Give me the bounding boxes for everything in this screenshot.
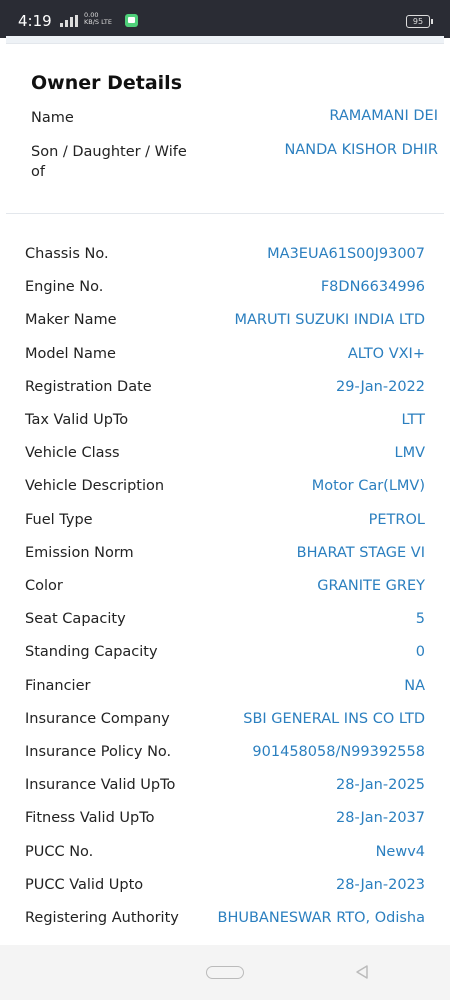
detail-value: 28-Jan-2025 xyxy=(336,777,425,794)
navigation-bar xyxy=(0,945,450,1000)
status-bar xyxy=(0,0,450,38)
detail-value: Newv4 xyxy=(375,843,425,860)
speed-unit: KB/S xyxy=(84,18,100,26)
detail-value: F8DN6634996 xyxy=(320,279,425,296)
detail-label: Seat Capacity xyxy=(25,611,126,628)
detail-row xyxy=(0,705,450,738)
home-button[interactable] xyxy=(206,966,244,979)
section-divider xyxy=(6,213,444,214)
detail-label: Financier xyxy=(25,677,91,694)
detail-label: Engine No. xyxy=(25,279,104,296)
network-type: LTE xyxy=(101,18,112,26)
detail-value: 5 xyxy=(415,611,425,628)
detail-row xyxy=(0,904,450,937)
detail-row xyxy=(0,273,450,306)
detail-label: Insurance Company xyxy=(25,710,170,727)
detail-value: ALTO VXI+ xyxy=(347,345,425,362)
detail-value: NA xyxy=(404,677,425,694)
detail-label: PUCC No. xyxy=(25,843,94,860)
detail-label: Standing Capacity xyxy=(25,644,158,661)
detail-value: 0 xyxy=(415,644,425,661)
detail-label: Emission Norm xyxy=(25,544,134,561)
detail-row xyxy=(0,738,450,771)
detail-row xyxy=(0,871,450,904)
detail-row xyxy=(0,240,450,273)
owner-details-title: Owner Details xyxy=(31,72,182,94)
signal-icon xyxy=(60,15,80,27)
detail-row xyxy=(0,506,450,539)
speed-value: 0.00 xyxy=(84,11,99,19)
relation-label: Son / Daughter / Wife of xyxy=(31,144,187,180)
detail-row xyxy=(0,804,450,837)
detail-label: Fuel Type xyxy=(25,511,93,528)
detail-row xyxy=(0,539,450,572)
detail-value: BHARAT STAGE VI xyxy=(296,544,425,561)
detail-value: MA3EUA61S00J93007 xyxy=(267,246,425,262)
detail-row xyxy=(0,306,450,339)
detail-value: PETROL xyxy=(368,511,425,528)
detail-row xyxy=(0,638,450,671)
detail-row xyxy=(0,572,450,605)
detail-value: LMV xyxy=(394,445,425,462)
detail-value: 28-Jan-2037 xyxy=(336,810,425,827)
detail-value: BHUBANESWAR RTO, Odisha xyxy=(217,910,425,926)
detail-label: Model Name xyxy=(25,345,116,362)
detail-value: 28-Jan-2023 xyxy=(336,876,425,893)
detail-row xyxy=(0,771,450,804)
detail-row xyxy=(0,439,450,472)
detail-row xyxy=(0,472,450,505)
message-notification-icon xyxy=(125,14,138,27)
detail-value: 901458058/N99392558 xyxy=(252,744,425,760)
detail-row xyxy=(0,605,450,638)
battery-level: 95 xyxy=(412,17,424,26)
detail-row xyxy=(0,340,450,373)
owner-name-value: RAMAMANI DEI xyxy=(329,108,438,124)
detail-label: Fitness Valid UpTo xyxy=(25,810,155,827)
owner-name-label: Name xyxy=(31,110,74,126)
detail-label: Tax Valid UpTo xyxy=(25,412,129,428)
battery-icon xyxy=(406,15,430,28)
detail-label: Insurance Valid UpTo xyxy=(25,777,176,794)
detail-label: Registration Date xyxy=(25,378,152,395)
detail-row xyxy=(0,838,450,871)
detail-label: Vehicle Class xyxy=(25,445,120,462)
detail-label: Registering Authority xyxy=(25,910,179,926)
detail-label: Maker Name xyxy=(25,312,117,329)
detail-row xyxy=(0,373,450,406)
back-icon[interactable] xyxy=(354,964,370,980)
detail-row xyxy=(0,672,450,705)
detail-value: Motor Car(LMV) xyxy=(311,478,425,495)
detail-label: Chassis No. xyxy=(25,246,109,262)
status-time: 4:19 xyxy=(18,12,52,30)
detail-value: MARUTI SUZUKI INDIA LTD xyxy=(234,312,425,329)
detail-label: Vehicle Description xyxy=(25,478,165,495)
detail-row xyxy=(0,406,450,439)
detail-value: LTT xyxy=(401,412,425,428)
network-speed xyxy=(84,12,112,26)
previous-card-edge xyxy=(6,36,444,44)
relation-value: NANDA KISHOR DHIR xyxy=(284,142,438,158)
detail-label: Insurance Policy No. xyxy=(25,744,172,760)
detail-label: PUCC Valid Upto xyxy=(25,876,144,893)
detail-value: 29-Jan-2022 xyxy=(336,378,425,395)
detail-value: SBI GENERAL INS CO LTD xyxy=(243,710,425,727)
detail-label: Color xyxy=(25,578,63,594)
detail-value: GRANITE GREY xyxy=(317,578,425,594)
